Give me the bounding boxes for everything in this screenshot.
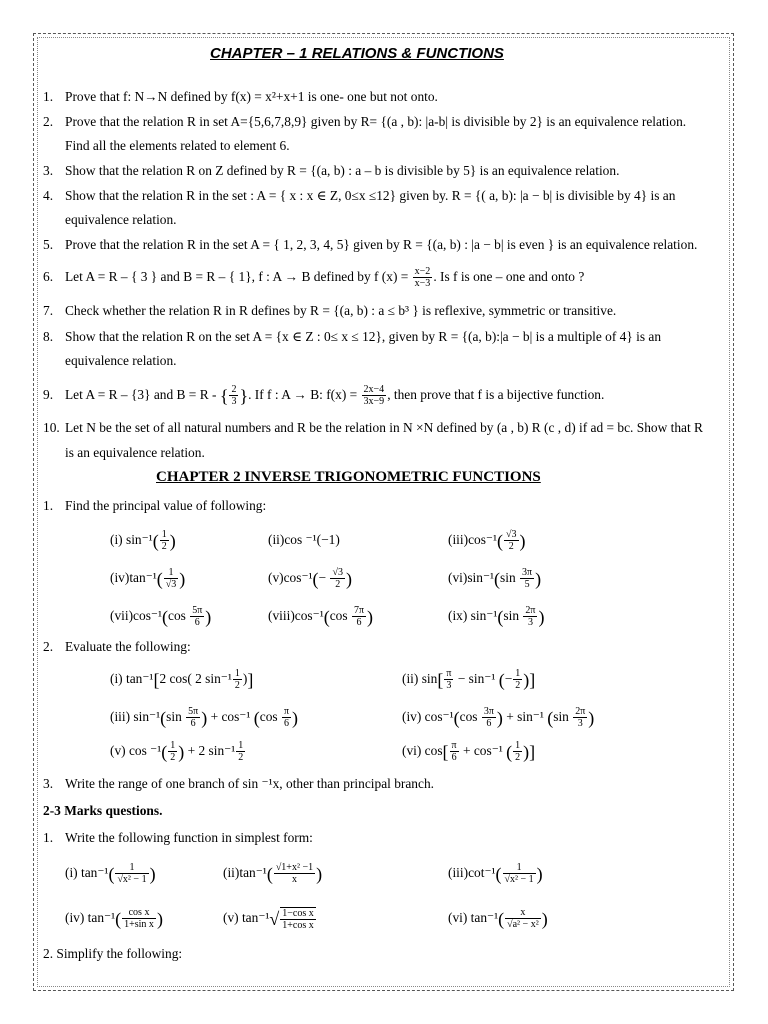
- fraction: $\frac{2}{3}$: [231, 384, 237, 408]
- fraction: $\frac{2x-4}{3x-9}$: [363, 384, 385, 408]
- sf-item-iv: (iv) tan⁻¹( $\frac{\text{cos x}}{\text{1+sin x}}$ ): [65, 907, 163, 931]
- simplify-question: 2. Simplify the following:: [43, 946, 183, 961]
- simplest-form-question: 1. Write the following function in simplest form:: [43, 830, 313, 845]
- chapter1-title: CHAPTER – 1 RELATIONS & FUNCTIONS: [210, 45, 504, 62]
- pv-item-vi: (vi)sin⁻¹(sin $\frac{3\pi}{5}$ ): [448, 567, 542, 591]
- ev-item-i: (i) tan⁻¹[2 cos( 2 sin⁻¹ $\frac{1}{2}$ )]: [110, 668, 254, 692]
- ch2-question-3: 3. Write the range of one branch of sin ⁻¹x, other than principal branch.: [43, 776, 434, 791]
- ev-item-iv: (iv) cos⁻¹(cos $\frac{3\pi}{6}$ ) + sin⁻¹ (sin $\frac{2\pi}{3}$ ): [402, 706, 595, 730]
- ch1-question-2-cont: Find all the elements related to element 6.: [65, 138, 290, 153]
- sf-item-v: (v) tan⁻¹√ $\frac{\text{1−cos x}}{\text{1+cos x}}$: [223, 907, 314, 931]
- ch1-question-10-cont: is an equivalence relation.: [65, 445, 205, 460]
- ch1-question-9: 9. Let A = R – {3} and B = R - { $\frac{2}{3}$ }. If f : A → B: f(x) = $\frac{2x-4}{3x-9}$ , then prove that f is a bijective function.: [43, 384, 605, 408]
- ev-item-iii: (iii) sin⁻¹(sin $\frac{5\pi}{6}$ ) + cos⁻¹ (cos $\frac{\pi}{6}$ ): [110, 706, 299, 730]
- ev-item-v: (v) cos ⁻¹( $\frac{1}{2}$ ) + 2 sin⁻¹ $\frac{1}{2}$: [110, 740, 244, 764]
- ch1-question-4: 4. Show that the relation R in the set : A = { x : x ∈ Z, 0≤x ≤12} given by. R = {( a, b): |a − b| is divisible by 4} is an: [43, 188, 676, 203]
- pv-item-viii: (viii)cos⁻¹(cos $\frac{7\pi}{6}$ ): [268, 605, 373, 629]
- chapter2-title: CHAPTER 2 INVERSE TRIGONOMETRIC FUNCTIONS: [156, 469, 541, 485]
- fraction: $\frac{x-2}{x-3}$: [414, 266, 431, 290]
- pv-item-iv: (iv)tan⁻¹( $\frac{1}{√3}$ ): [110, 567, 186, 591]
- ev-item-vi: (vi) cos[ $\frac{\pi}{6}$ + cos⁻¹ ( $\frac{1}{2}$ )]: [402, 740, 536, 764]
- ch1-question-8: 8. Show that the relation R on the set A = {x ∈ Z : 0≤ x ≤ 12}, given by R = {(a, b):|a − b| is a multiple of 4} is an: [43, 329, 662, 344]
- pv-item-vii: (vii)cos⁻¹(cos $\frac{5\pi}{6}$ ): [110, 605, 212, 629]
- ch1-question-5: 5. Prove that the relation R in the set A = { 1, 2, 3, 4, 5} given by R = {(a, b) : |a − b| is even } is an equivalence relation.: [43, 237, 698, 252]
- sf-item-i: (i) tan⁻¹( $\frac{1}{\text{√x² − 1}}$ ): [65, 862, 156, 886]
- ch1-question-1: 1. Prove that f: N→N defined by f(x) = x²+x+1 is one- one but not onto.: [43, 89, 438, 104]
- pv-item-iii: (iii)cos⁻¹( $\frac{√3}{2}$ ): [448, 529, 526, 553]
- ch1-question-6: 6. Let A = R – { 3 } and B = R – { 1}, f : A → B defined by f (x) = $\frac{x-2}{x-3}$ . Is f is one – one and onto ?: [43, 266, 585, 290]
- sf-item-iii: (iii)cot⁻¹( $\frac{1}{\text{√x² − 1}}$ ): [448, 862, 543, 886]
- ch1-question-10: 10. Let N be the set of all natural numbers and R be the relation in N ×N defined by (a , b) R (c , d) if ad = bc. Show that R: [43, 420, 703, 435]
- ch2-question-2: 2. Evaluate the following:: [43, 639, 191, 654]
- sf-item-vi: (vi) tan⁻¹( $\frac{x}{\text{√a² − x²}}$ ): [448, 907, 548, 931]
- sf-item-ii: (ii)tan⁻¹( $\frac{\text{√1+x² −1}}{x}$ ): [223, 862, 323, 886]
- pv-item-i: (i) sin⁻¹( $\frac{1}{2}$ ): [110, 529, 176, 553]
- ch1-question-7: 7. Check whether the relation R in R defines by R = {(a, b) : a ≤ b³ } is reflexive, symmetric or transitive.: [43, 303, 617, 318]
- pv-item-ii: (ii)cos ⁻¹(−1): [268, 532, 340, 547]
- ch1-question-4-cont: equivalence relation.: [65, 212, 177, 227]
- pv-item-ix: (ix) sin⁻¹(sin $\frac{2\pi}{3}$ ): [448, 605, 545, 629]
- marks-heading: 2-3 Marks questions.: [43, 803, 163, 818]
- ev-item-ii: (ii) sin[ $\frac{\pi}{3}$ − sin⁻¹ (− $\frac{1}{2}$ )]: [402, 668, 536, 692]
- ch1-question-8-cont: equivalence relation.: [65, 353, 177, 368]
- ch1-question-3: 3. Show that the relation R on Z defined by R = {(a, b) : a – b is divisible by 5} is an equivalence relation.: [43, 163, 620, 178]
- pv-item-v: (v)cos⁻¹(− $\frac{√3}{2}$ ): [268, 567, 352, 591]
- ch1-question-2: 2. Prove that the relation R in set A={5,6,7,8,9} given by R= {(a , b): |a-b| is divisible by 2} is an equivalence relation.: [43, 114, 687, 129]
- ch2-question-1: 1. Find the principal value of following:: [43, 498, 267, 513]
